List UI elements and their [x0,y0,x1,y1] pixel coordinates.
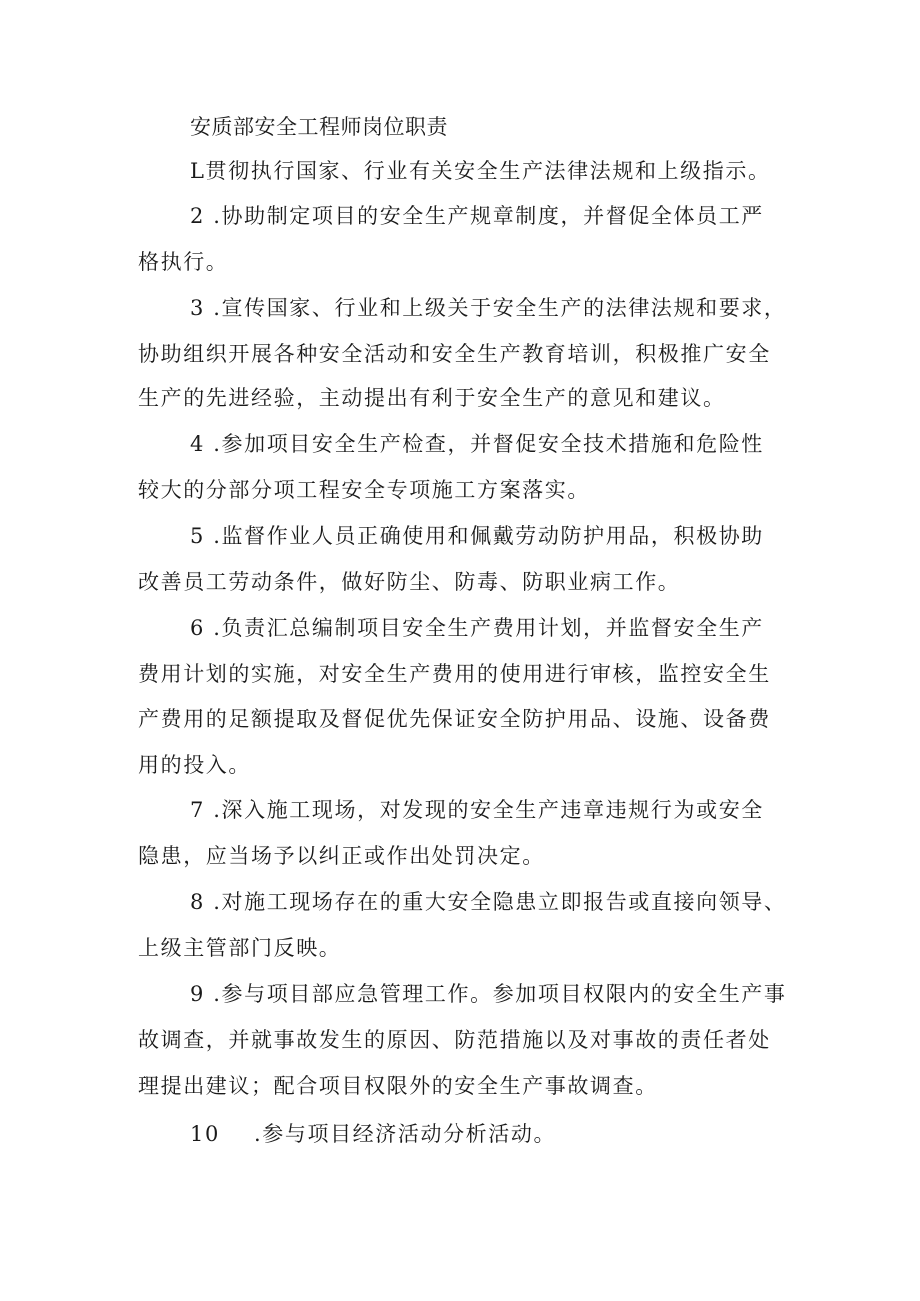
duty-item-10-text: .参与项目经济活动分析活动。 [254,1122,557,1146]
duty-item-4-line-1: 4 .参加项目安全生产检查，并督促安全技术措施和危险性 [190,432,764,456]
duty-item-10-number: 10 [190,1122,220,1146]
duty-item-2-line-1: 2 .协助制定项目的安全生产规章制度，并督促全体员工严 [190,204,764,228]
duty-item-8-line-2: 上级主管部门反映。 [138,936,342,960]
duty-item-6-line-1: 6 .负责汇总编制项目安全生产费用计划，并监督安全生产 [190,616,764,640]
duty-item-2-line-2: 格执行。 [138,250,229,274]
duty-item-9-line-1: 9 .参与项目部应急管理工作。参加项目权限内的安全生产事 [190,982,787,1006]
duty-item-3-line-1: 3 .宣传国家、行业和上级关于安全生产的法律法规和要求， [190,296,787,320]
duty-item-5-line-1: 5 .监督作业人员正确使用和佩戴劳动防护用品，积极协助 [190,524,764,548]
duty-item-9-line-3: 理提出建议；配合项目权限外的安全生产事故调查。 [138,1074,658,1098]
duty-item-9-line-2: 故调查，并就事故发生的原因、防范措施以及对事故的责任者处 [138,1028,771,1052]
duty-item-3-line-3: 生产的先进经验，主动提出有利于安全生产的意见和建议。 [138,386,726,410]
duty-item-6-line-2: 费用计划的实施，对安全生产费用的使用进行审核，监控安全生 [138,662,771,686]
page-title: 安质部安全工程师岗位职责 [190,115,448,139]
duty-item-6-line-4: 用的投入。 [138,753,251,777]
duty-item-5-line-2: 改善员工劳动条件，做好防尘、防毒、防职业病工作。 [138,570,681,594]
duty-item-4-line-2: 较大的分部分项工程安全专项施工方案落实。 [138,478,590,502]
duty-item-8-line-1: 8 .对施工现场存在的重大安全隐患立即报告或直接向领导、 [190,890,787,914]
duty-item-3-line-2: 协助组织开展各种安全活动和安全生产教育培训，积极推广安全 [138,342,771,366]
duty-item-7-line-2: 隐患，应当场予以纠正或作出处罚决定。 [138,844,545,868]
duty-item-1: L贯彻执行国家、行业有关安全生产法律法规和上级指示。 [190,159,771,183]
duty-item-7-line-1: 7 .深入施工现场，对发现的安全生产违章违规行为或安全 [190,798,764,822]
duty-item-6-line-3: 产费用的足额提取及督促优先保证安全防护用品、设施、设备费 [138,707,771,731]
